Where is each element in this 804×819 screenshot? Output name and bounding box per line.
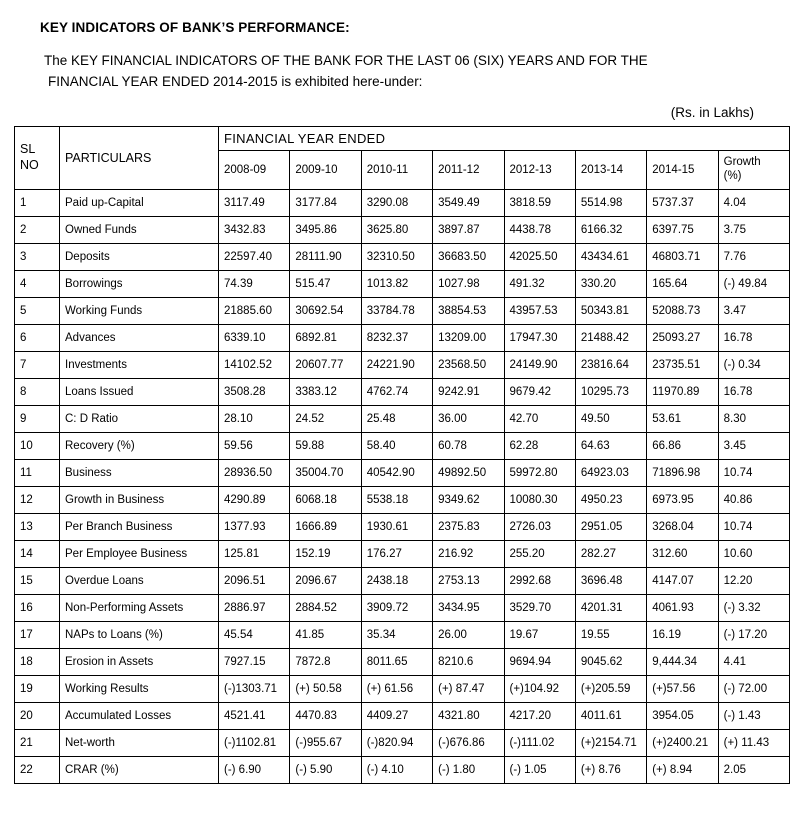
cell-2012-13: 59972.80 (504, 459, 575, 486)
cell-growth: 3.45 (718, 432, 789, 459)
table-row (15, 756, 790, 783)
cell-sl: 17 (15, 621, 60, 648)
cell-particular: Accumulated Losses (60, 702, 219, 729)
cell-2013-14: 3696.48 (575, 567, 646, 594)
cell-2010-11: (-)820.94 (361, 729, 432, 756)
cell-2013-14: (+)205.59 (575, 675, 646, 702)
cell-2010-11: 1930.61 (361, 513, 432, 540)
cell-2012-13: 62.28 (504, 432, 575, 459)
cell-particular: Overdue Loans (60, 567, 219, 594)
table-row (15, 378, 790, 405)
cell-2014-15: 5737.37 (647, 189, 718, 216)
cell-sl: 13 (15, 513, 60, 540)
cell-2012-13: 19.67 (504, 621, 575, 648)
cell-particular: Non-Performing Assets (60, 594, 219, 621)
cell-2010-11: 4409.27 (361, 702, 432, 729)
cell-2012-13: 9679.42 (504, 378, 575, 405)
column-header-sl-no (15, 126, 60, 189)
cell-2009-10: (-) 5.90 (290, 756, 361, 783)
cell-2013-14: 9045.62 (575, 648, 646, 675)
cell-2010-11: 32310.50 (361, 243, 432, 270)
table-row (15, 648, 790, 675)
cell-2008-09: 3508.28 (219, 378, 290, 405)
column-header-particulars: PARTICULARS (60, 126, 219, 189)
cell-2009-10: 3177.84 (290, 189, 361, 216)
cell-2013-14: 49.50 (575, 405, 646, 432)
cell-2010-11: 176.27 (361, 540, 432, 567)
table-row (15, 405, 790, 432)
cell-2014-15: 25093.27 (647, 324, 718, 351)
cell-2008-09: 28936.50 (219, 459, 290, 486)
cell-growth: 40.86 (718, 486, 789, 513)
cell-2014-15: 71896.98 (647, 459, 718, 486)
cell-2010-11: 58.40 (361, 432, 432, 459)
table-row (15, 567, 790, 594)
cell-sl: 20 (15, 702, 60, 729)
cell-growth: 4.41 (718, 648, 789, 675)
cell-particular: Owned Funds (60, 216, 219, 243)
cell-growth: 7.76 (718, 243, 789, 270)
cell-growth: 10.74 (718, 513, 789, 540)
cell-2010-11: (+) 61.56 (361, 675, 432, 702)
cell-sl: 14 (15, 540, 60, 567)
cell-2013-14: 64.63 (575, 432, 646, 459)
cell-2010-11: 2438.18 (361, 567, 432, 594)
cell-particular: Working Results (60, 675, 219, 702)
cell-2014-15: 53.61 (647, 405, 718, 432)
cell-sl: 15 (15, 567, 60, 594)
cell-2009-10: 1666.89 (290, 513, 361, 540)
cell-2013-14: 64923.03 (575, 459, 646, 486)
key-indicators-table (14, 126, 790, 784)
cell-2009-10: 35004.70 (290, 459, 361, 486)
cell-2014-15: 52088.73 (647, 297, 718, 324)
cell-growth: 10.60 (718, 540, 789, 567)
table-header-row-group (15, 126, 790, 150)
cell-2013-14: 6166.32 (575, 216, 646, 243)
cell-2009-10: 30692.54 (290, 297, 361, 324)
cell-2010-11: 8011.65 (361, 648, 432, 675)
cell-particular: NAPs to Loans (%) (60, 621, 219, 648)
column-header-year-2011-12: 2011-12 (433, 150, 504, 189)
cell-2011-12: 26.00 (433, 621, 504, 648)
cell-particular: Recovery (%) (60, 432, 219, 459)
cell-particular: CRAR (%) (60, 756, 219, 783)
cell-sl: 6 (15, 324, 60, 351)
cell-sl: 4 (15, 270, 60, 297)
cell-2011-12: 1027.98 (433, 270, 504, 297)
cell-sl: 11 (15, 459, 60, 486)
cell-2009-10: 24.52 (290, 405, 361, 432)
cell-2011-12: (-)676.86 (433, 729, 504, 756)
cell-2008-09: 125.81 (219, 540, 290, 567)
cell-growth: (-) 1.43 (718, 702, 789, 729)
cell-2014-15: 4147.07 (647, 567, 718, 594)
cell-particular: Per Branch Business (60, 513, 219, 540)
cell-2011-12: 4321.80 (433, 702, 504, 729)
cell-sl: 21 (15, 729, 60, 756)
cell-2009-10: 59.88 (290, 432, 361, 459)
cell-2013-14: (+)2154.71 (575, 729, 646, 756)
column-header-year-2009-10: 2009-10 (290, 150, 361, 189)
cell-2010-11: 3290.08 (361, 189, 432, 216)
cell-particular: Business (60, 459, 219, 486)
cell-2009-10: 3495.86 (290, 216, 361, 243)
cell-2008-09: 59.56 (219, 432, 290, 459)
cell-particular: Borrowings (60, 270, 219, 297)
cell-2011-12: 3549.49 (433, 189, 504, 216)
cell-sl: 7 (15, 351, 60, 378)
cell-2010-11: 8232.37 (361, 324, 432, 351)
cell-2010-11: 3625.80 (361, 216, 432, 243)
cell-2013-14: 43434.61 (575, 243, 646, 270)
cell-2008-09: 7927.15 (219, 648, 290, 675)
cell-2010-11: 1013.82 (361, 270, 432, 297)
table-row (15, 675, 790, 702)
cell-growth: (-) 17.20 (718, 621, 789, 648)
table-row (15, 594, 790, 621)
cell-2011-12: 60.78 (433, 432, 504, 459)
cell-2011-12: 9349.62 (433, 486, 504, 513)
cell-2012-13: (+)104.92 (504, 675, 575, 702)
cell-2010-11: 5538.18 (361, 486, 432, 513)
cell-sl: 22 (15, 756, 60, 783)
column-header-group-financial-year-ended: FINANCIAL YEAR ENDED (219, 126, 790, 150)
cell-growth: 8.30 (718, 405, 789, 432)
cell-2013-14: 330.20 (575, 270, 646, 297)
cell-2013-14: 4950.23 (575, 486, 646, 513)
units-note: (Rs. in Lakhs) (670, 104, 754, 120)
table-head (15, 126, 790, 189)
cell-2010-11: 3909.72 (361, 594, 432, 621)
cell-particular: Per Employee Business (60, 540, 219, 567)
cell-2010-11: 25.48 (361, 405, 432, 432)
cell-particular: C: D Ratio (60, 405, 219, 432)
cell-2010-11: 4762.74 (361, 378, 432, 405)
cell-particular: Advances (60, 324, 219, 351)
cell-growth: 3.75 (718, 216, 789, 243)
cell-2014-15: 4061.93 (647, 594, 718, 621)
cell-2008-09: (-)1303.71 (219, 675, 290, 702)
cell-2014-15: (+) 8.94 (647, 756, 718, 783)
cell-2012-13: 3529.70 (504, 594, 575, 621)
cell-particular: Growth in Business (60, 486, 219, 513)
cell-2008-09: 21885.60 (219, 297, 290, 324)
cell-2008-09: 74.39 (219, 270, 290, 297)
cell-2009-10: 515.47 (290, 270, 361, 297)
cell-2008-09: (-) 6.90 (219, 756, 290, 783)
cell-sl: 3 (15, 243, 60, 270)
cell-2012-13: 24149.90 (504, 351, 575, 378)
cell-growth: 2.05 (718, 756, 789, 783)
cell-2009-10: 6068.18 (290, 486, 361, 513)
cell-sl: 1 (15, 189, 60, 216)
cell-2008-09: 14102.52 (219, 351, 290, 378)
cell-growth: (-) 0.34 (718, 351, 789, 378)
cell-growth: (-) 72.00 (718, 675, 789, 702)
cell-2012-13: 2992.68 (504, 567, 575, 594)
cell-2008-09: 28.10 (219, 405, 290, 432)
cell-2014-15: 3268.04 (647, 513, 718, 540)
cell-2009-10: 4470.83 (290, 702, 361, 729)
cell-particular: Working Funds (60, 297, 219, 324)
cell-2014-15: 23735.51 (647, 351, 718, 378)
cell-2010-11: 33784.78 (361, 297, 432, 324)
cell-2009-10: (+) 50.58 (290, 675, 361, 702)
cell-2012-13: 4217.20 (504, 702, 575, 729)
sl-no-line-1: SL (20, 142, 36, 157)
cell-2011-12: 9242.91 (433, 378, 504, 405)
cell-2009-10: 3383.12 (290, 378, 361, 405)
cell-sl: 9 (15, 405, 60, 432)
cell-2011-12: 3434.95 (433, 594, 504, 621)
column-header-year-2010-11: 2010-11 (361, 150, 432, 189)
cell-2012-13: 10080.30 (504, 486, 575, 513)
sl-no-line-2: NO (20, 157, 39, 172)
table-row (15, 216, 790, 243)
cell-growth: 16.78 (718, 378, 789, 405)
cell-2009-10: 7872.8 (290, 648, 361, 675)
cell-2014-15: 46803.71 (647, 243, 718, 270)
cell-2010-11: 40542.90 (361, 459, 432, 486)
table-row (15, 540, 790, 567)
cell-2011-12: 2753.13 (433, 567, 504, 594)
cell-2012-13: 17947.30 (504, 324, 575, 351)
cell-2013-14: 5514.98 (575, 189, 646, 216)
cell-2014-15: 165.64 (647, 270, 718, 297)
table-row (15, 432, 790, 459)
cell-2012-13: 42.70 (504, 405, 575, 432)
cell-2011-12: 49892.50 (433, 459, 504, 486)
cell-2009-10: 28111.90 (290, 243, 361, 270)
cell-2013-14: 4011.61 (575, 702, 646, 729)
cell-2009-10: 41.85 (290, 621, 361, 648)
table-row (15, 324, 790, 351)
cell-sl: 18 (15, 648, 60, 675)
cell-2009-10: 20607.77 (290, 351, 361, 378)
cell-2008-09: 2886.97 (219, 594, 290, 621)
cell-2012-13: 9694.94 (504, 648, 575, 675)
cell-2011-12: 38854.53 (433, 297, 504, 324)
cell-2008-09: 2096.51 (219, 567, 290, 594)
cell-2008-09: 4290.89 (219, 486, 290, 513)
cell-2012-13: 491.32 (504, 270, 575, 297)
table-row (15, 351, 790, 378)
cell-2008-09: 3117.49 (219, 189, 290, 216)
cell-2011-12: 3897.87 (433, 216, 504, 243)
cell-2013-14: (+) 8.76 (575, 756, 646, 783)
cell-2011-12: (-) 1.80 (433, 756, 504, 783)
cell-2008-09: 3432.83 (219, 216, 290, 243)
table-row (15, 729, 790, 756)
cell-particular: Investments (60, 351, 219, 378)
cell-2011-12: 23568.50 (433, 351, 504, 378)
intro-line-1: The KEY FINANCIAL INDICATORS OF THE BANK FOR THE LAST 06 (SIX) YEARS AND FOR THE (44, 53, 648, 68)
column-header-year-2014-15: 2014-15 (647, 150, 718, 189)
cell-2013-14: 50343.81 (575, 297, 646, 324)
cell-2014-15: 9,444.34 (647, 648, 718, 675)
cell-2013-14: 21488.42 (575, 324, 646, 351)
table-row (15, 189, 790, 216)
cell-2012-13: 4438.78 (504, 216, 575, 243)
table-row (15, 486, 790, 513)
cell-2010-11: 24221.90 (361, 351, 432, 378)
cell-2014-15: (+)57.56 (647, 675, 718, 702)
cell-2011-12: 2375.83 (433, 513, 504, 540)
cell-2012-13: 43957.53 (504, 297, 575, 324)
column-header-year-2008-09: 2008-09 (219, 150, 290, 189)
table-row (15, 702, 790, 729)
table-row (15, 297, 790, 324)
cell-2008-09: 4521.41 (219, 702, 290, 729)
cell-2008-09: 22597.40 (219, 243, 290, 270)
cell-growth: 16.78 (718, 324, 789, 351)
cell-sl: 19 (15, 675, 60, 702)
cell-particular: Deposits (60, 243, 219, 270)
intro-paragraph (44, 51, 759, 93)
cell-2014-15: 6397.75 (647, 216, 718, 243)
cell-2013-14: 2951.05 (575, 513, 646, 540)
cell-sl: 16 (15, 594, 60, 621)
column-header-year-2013-14: 2013-14 (575, 150, 646, 189)
cell-2012-13: 255.20 (504, 540, 575, 567)
cell-2012-13: (-)111.02 (504, 729, 575, 756)
cell-growth: (-) 3.32 (718, 594, 789, 621)
cell-2011-12: 216.92 (433, 540, 504, 567)
cell-2011-12: (+) 87.47 (433, 675, 504, 702)
cell-2013-14: 19.55 (575, 621, 646, 648)
cell-2012-13: (-) 1.05 (504, 756, 575, 783)
cell-2012-13: 3818.59 (504, 189, 575, 216)
cell-2013-14: 282.27 (575, 540, 646, 567)
cell-2011-12: 36683.50 (433, 243, 504, 270)
cell-2013-14: 10295.73 (575, 378, 646, 405)
cell-2014-15: 11970.89 (647, 378, 718, 405)
table-row (15, 459, 790, 486)
cell-2010-11: 35.34 (361, 621, 432, 648)
cell-sl: 8 (15, 378, 60, 405)
intro-line-2: FINANCIAL YEAR ENDED 2014-2015 is exhibited here-under: (48, 73, 423, 89)
cell-2010-11: (-) 4.10 (361, 756, 432, 783)
cell-2009-10: 2884.52 (290, 594, 361, 621)
table-row (15, 513, 790, 540)
cell-growth: 4.04 (718, 189, 789, 216)
page-title: KEY INDICATORS OF BANK’S PERFORMANCE: (40, 20, 350, 35)
cell-2011-12: 13209.00 (433, 324, 504, 351)
cell-2014-15: 6973.95 (647, 486, 718, 513)
cell-2008-09: 6339.10 (219, 324, 290, 351)
cell-growth: 3.47 (718, 297, 789, 324)
growth-line-1: Growth (723, 156, 761, 169)
table-row (15, 243, 790, 270)
cell-particular: Loans Issued (60, 378, 219, 405)
cell-2014-15: 66.86 (647, 432, 718, 459)
cell-particular: Net-worth (60, 729, 219, 756)
cell-2011-12: 8210.6 (433, 648, 504, 675)
cell-particular: Paid up-Capital (60, 189, 219, 216)
cell-2009-10: 2096.67 (290, 567, 361, 594)
cell-2008-09: (-)1102.81 (219, 729, 290, 756)
cell-sl: 12 (15, 486, 60, 513)
cell-sl: 5 (15, 297, 60, 324)
cell-growth: 12.20 (718, 567, 789, 594)
cell-2013-14: 4201.31 (575, 594, 646, 621)
cell-2009-10: 6892.81 (290, 324, 361, 351)
cell-growth: (-) 49.84 (718, 270, 789, 297)
cell-2008-09: 1377.93 (219, 513, 290, 540)
cell-2014-15: 312.60 (647, 540, 718, 567)
cell-particular: Erosion in Assets (60, 648, 219, 675)
cell-2012-13: 2726.03 (504, 513, 575, 540)
table-row (15, 270, 790, 297)
growth-line-2: (%) (723, 169, 742, 182)
cell-growth: 10.74 (718, 459, 789, 486)
cell-2009-10: (-)955.67 (290, 729, 361, 756)
cell-sl: 2 (15, 216, 60, 243)
table-body (15, 189, 790, 783)
cell-2009-10: 152.19 (290, 540, 361, 567)
cell-2011-12: 36.00 (433, 405, 504, 432)
cell-2012-13: 42025.50 (504, 243, 575, 270)
cell-2013-14: 23816.64 (575, 351, 646, 378)
cell-2014-15: 16.19 (647, 621, 718, 648)
cell-sl: 10 (15, 432, 60, 459)
column-header-growth (718, 150, 789, 189)
cell-growth: (+) 11.43 (718, 729, 789, 756)
cell-2008-09: 45.54 (219, 621, 290, 648)
table-row (15, 621, 790, 648)
cell-2014-15: 3954.05 (647, 702, 718, 729)
cell-2014-15: (+)2400.21 (647, 729, 718, 756)
column-header-year-2012-13: 2012-13 (504, 150, 575, 189)
